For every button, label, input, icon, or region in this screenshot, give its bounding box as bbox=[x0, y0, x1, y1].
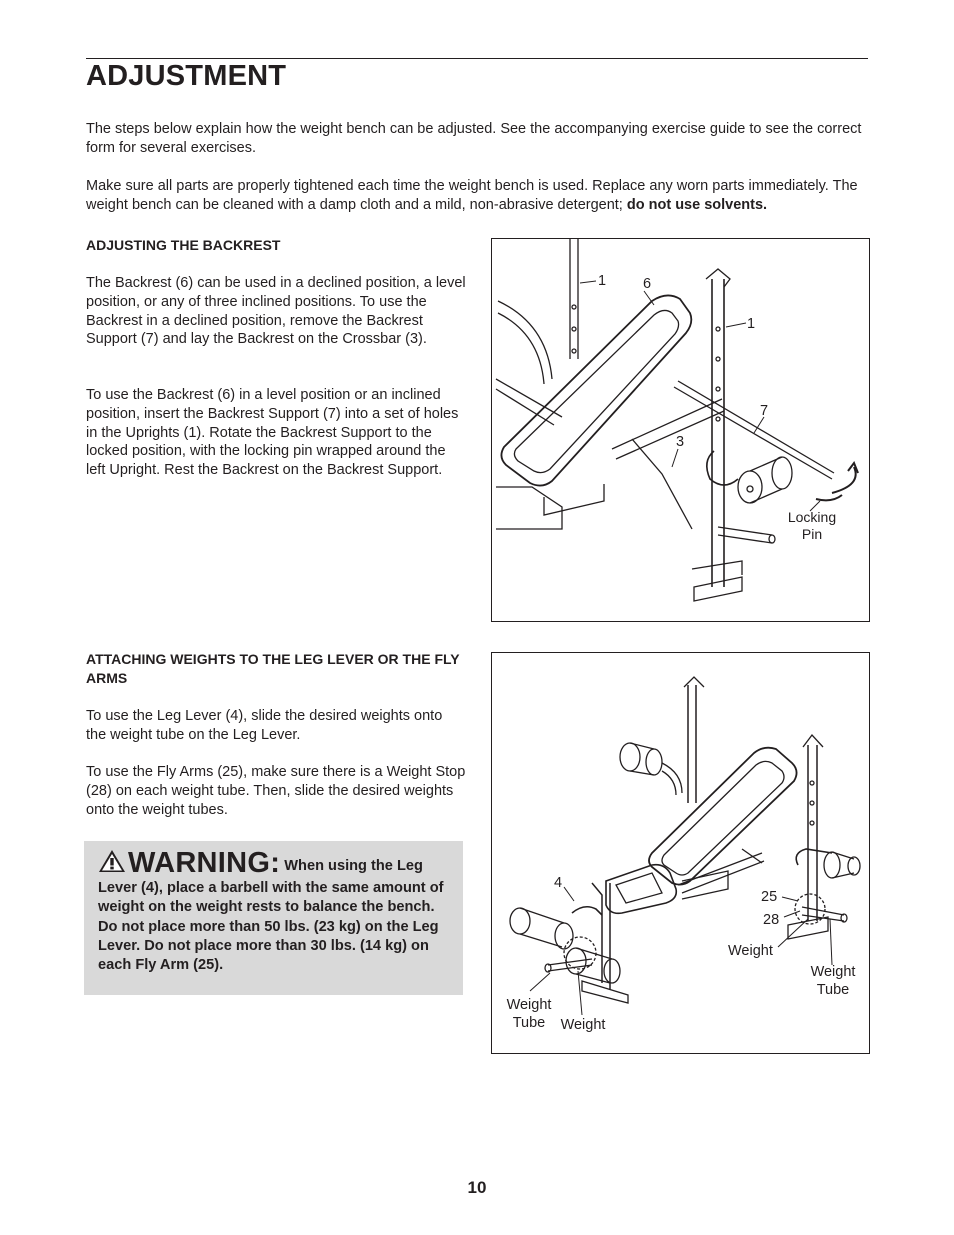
warning-body: Leg Lever (4), place a barbell with the same amount of weight on the weight rests to balance the bench. Do not place more than 50 lbs. (23 kg) on the Leg Lever. Do not place more than 30 lbs. (14 kg) on each Fly Arm (25). bbox=[98, 858, 444, 974]
weights-figure bbox=[491, 652, 870, 1054]
weights-paragraph-2: To use the Fly Arms (25), make sure there is a Weight Stop (28) on each weight tube. Then, slide the desired weights onto the weight tubes. bbox=[86, 764, 466, 818]
page-title: ADJUSTMENT bbox=[86, 60, 287, 92]
label-locking-pin-1: Locking bbox=[787, 509, 837, 525]
backrest-heading: ADJUSTING THE BACKREST bbox=[86, 237, 281, 253]
maintenance-paragraph bbox=[86, 177, 876, 215]
backrest-figure bbox=[491, 238, 870, 622]
warning-lead: When using the bbox=[284, 858, 393, 874]
weights-heading: ATTACHING WEIGHTS TO THE LEG LEVER OR THE FLY ARMS bbox=[86, 651, 460, 686]
label-weight-tube-left-2: Tube bbox=[512, 1015, 546, 1031]
label-crossbar: 3 bbox=[676, 434, 685, 450]
label-support: 7 bbox=[760, 403, 769, 419]
label-weight-tube-right-1: Weight bbox=[810, 964, 856, 980]
warning-text bbox=[98, 849, 456, 975]
label-fly-arm: 25 bbox=[761, 889, 778, 905]
maintenance-text: Make sure all parts are properly tightened each time the weight bench is used. Replace any worn parts immediately. The weight bench can be cleaned with a damp cloth and a mild, non-abrasive detergent; bbox=[86, 178, 858, 213]
label-upright-left: 1 bbox=[598, 273, 607, 289]
page-number: 10 bbox=[467, 1178, 487, 1197]
backrest-paragraph-2: To use the Backrest (6) in a level position or an inclined position, insert the Backrest Support (7) into a set of holes in the Uprights (1). Rotate the Backrest Support to the locked position, with the locking pin wrapped around the left Upright. Rest the Backrest on the Backrest Support. bbox=[86, 387, 459, 479]
backrest-paragraph-1: The Backrest (6) can be used in a declined position, a level position, or any of three inclined positions. To use the Backrest in a declined position, remove the Backrest Support (7) and lay the Backrest on the Crossbar (3). bbox=[86, 275, 466, 348]
label-backrest: 6 bbox=[643, 276, 652, 292]
top-rule bbox=[86, 58, 868, 59]
label-weight-stop: 28 bbox=[763, 912, 780, 928]
weights-paragraph-1: To use the Leg Lever (4), slide the desired weights onto the weight tube on the Leg Lever. bbox=[86, 708, 443, 743]
weights-illustration bbox=[492, 653, 869, 1053]
label-weight-tube-right-2: Tube bbox=[816, 982, 850, 998]
label-leg-lever: 4 bbox=[554, 875, 563, 891]
warning-triangle-icon bbox=[98, 849, 126, 879]
warning-label: WARNING: bbox=[128, 847, 281, 879]
label-locking-pin-2: Pin bbox=[801, 526, 823, 542]
label-weight-tube-left-1: Weight bbox=[506, 997, 552, 1013]
intro-paragraph: The steps below explain how the weight bench can be adjusted. See the accompanying exercise guide to see the correct form for several exercises. bbox=[86, 121, 862, 156]
label-weight-left: Weight bbox=[560, 1017, 606, 1033]
backrest-illustration bbox=[492, 239, 869, 621]
label-upright-right: 1 bbox=[747, 316, 756, 332]
solvents-note: do not use solvents. bbox=[626, 197, 768, 213]
label-weight-right: Weight bbox=[728, 943, 773, 959]
warning-box bbox=[84, 841, 463, 995]
